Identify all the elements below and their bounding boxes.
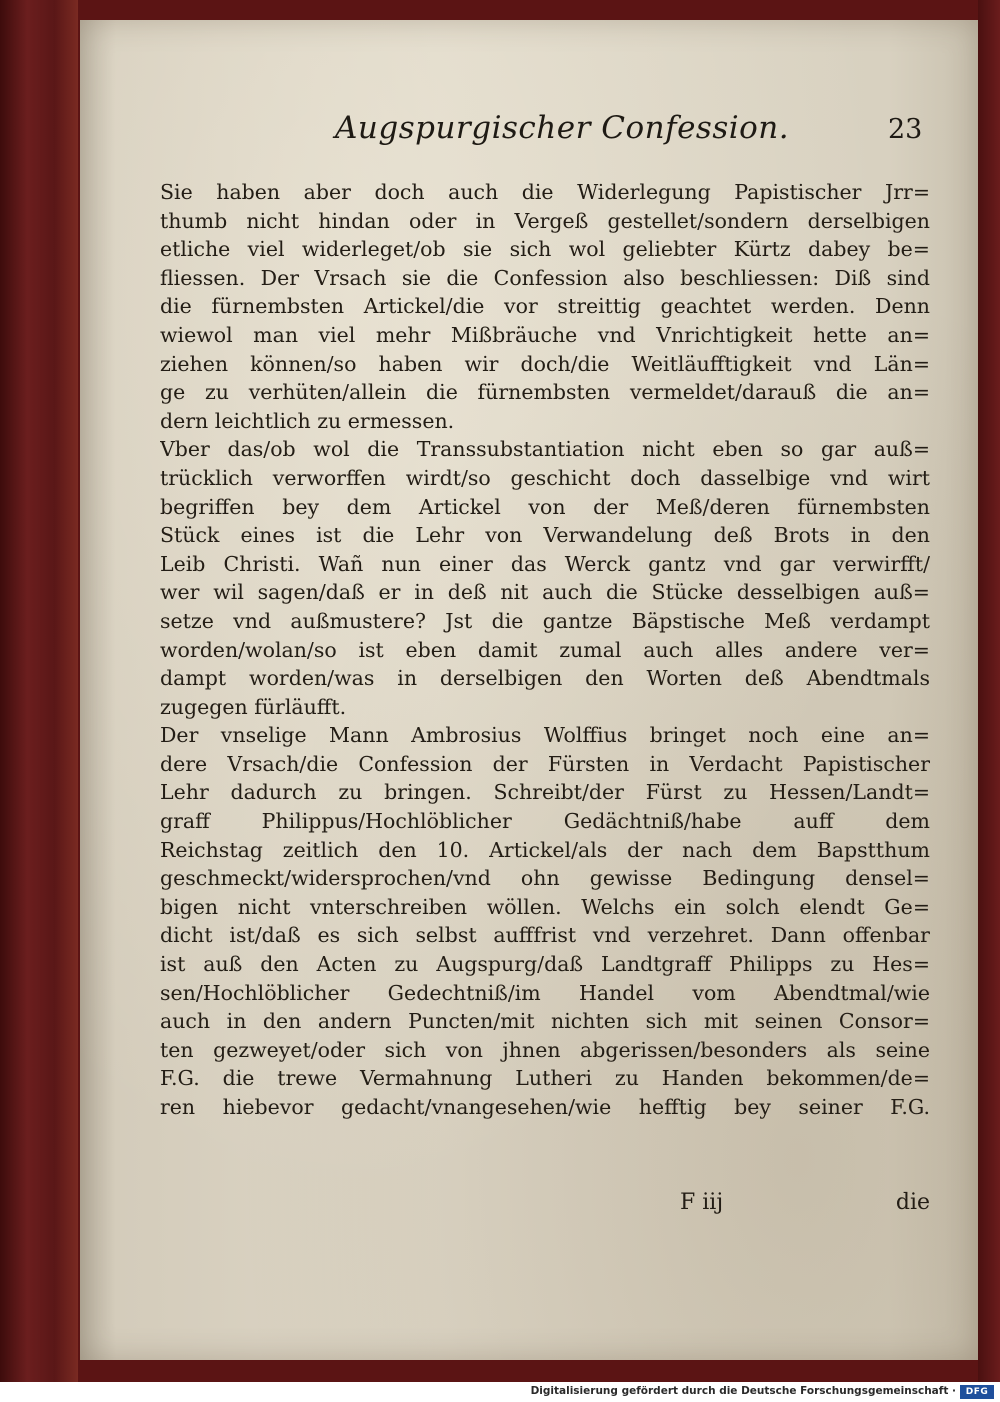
text-line: wer wil sagen/daß er in deß nit auch die Stücke desselbigen auß= bbox=[160, 580, 930, 605]
text-line: Leib Christi. Wañ nun einer das Werck gantz vnd gar verwirfft/ bbox=[160, 551, 930, 576]
page-footer bbox=[160, 1190, 930, 1220]
text-line: Der vnselige Mann Ambrosius Wolffius bringet noch eine an= bbox=[160, 723, 930, 748]
text-line: dere Vrsach/die Confession der Fürsten in Verdacht Papistischer bbox=[160, 751, 930, 776]
text-line: Stück eines ist die Lehr von Verwandelung deß Brots in den bbox=[160, 523, 930, 548]
text-line: die fürnembsten Artickel/die vor streittig geachtet werden. Denn bbox=[160, 294, 930, 319]
catchword: die bbox=[895, 1190, 930, 1215]
body-text bbox=[160, 178, 930, 1122]
book-page bbox=[80, 20, 978, 1360]
text-line: fliessen. Der Vrsach sie die Confession also beschliessen: Diß sind bbox=[160, 265, 930, 290]
signature-mark: F iij bbox=[680, 1190, 724, 1215]
text-line: zugegen fürläufft. bbox=[160, 694, 347, 719]
text-line: etliche viel widerleget/ob sie sich wol geliebter Kürtz dabey be= bbox=[160, 237, 930, 262]
text-line: Vber das/ob wol die Transsubstantiation nicht eben so gar auß= bbox=[160, 437, 930, 462]
text-line: ren hiebevor gedacht/vnangesehen/wie hefftig bey seiner F.G. bbox=[160, 1095, 930, 1119]
credit-bar bbox=[0, 1382, 1000, 1402]
book-right-edge bbox=[978, 0, 1000, 1382]
text-line: dern leichtlich zu ermessen. bbox=[160, 408, 455, 433]
text-line: Reichstag zeitlich den 10. Artickel/als der nach dem Bapstthum bbox=[160, 837, 930, 862]
dfg-logo[interactable]: DFG bbox=[960, 1385, 994, 1399]
text-line: dicht ist/daß es sich selbst aufffrist vnd verzehret. Dann offenbar bbox=[160, 923, 930, 948]
running-title: Augspurgischer Confession. bbox=[335, 110, 790, 146]
text-line: worden/wolan/so ist eben damit zumal auch alles andere ver= bbox=[160, 637, 930, 662]
text-line: F.G. die trewe Vermahnung Lutheri zu Handen bekommen/de= bbox=[160, 1066, 930, 1091]
text-line: ziehen können/so haben wir doch/die Weitläufftigkeit vnd Län= bbox=[160, 351, 930, 376]
funding-credit: Digitalisierung gefördert durch die Deutsche Forschungsgemeinschaft · bbox=[530, 1385, 956, 1397]
book-spine-edge bbox=[0, 0, 78, 1382]
text-line: graff Philippus/Hochlöblicher Gedächtniß/habe auff dem bbox=[160, 809, 930, 834]
text-line: thumb nicht hindan oder in Vergeß gestellet/sondern derselbigen bbox=[160, 208, 930, 233]
text-line: dampt worden/was in derselbigen den Worten deß Abendtmals bbox=[160, 666, 930, 691]
text-line: ist auß den Acten zu Augspurg/daß Landtgraff Philipps zu Hes= bbox=[160, 952, 930, 977]
text-line: sen/Hochlöblicher Gedechtniß/im Handel vom Abendtmal/wie bbox=[160, 980, 930, 1005]
text-line: ten gezweyet/oder sich von jhnen abgerissen/besonders als seine bbox=[160, 1037, 930, 1062]
text-line: Lehr dadurch zu bringen. Schreibt/der Fürst zu Hessen/Landt= bbox=[160, 780, 930, 805]
text-line: begriffen bey dem Artickel von der Meß/deren fürnembsten bbox=[160, 494, 930, 519]
text-line: wiewol man viel mehr Mißbräuche vnd Vnrichtigkeit hette an= bbox=[160, 322, 930, 347]
page-number: 23 bbox=[888, 114, 923, 145]
text-line: setze vnd außmustere? Jst die gantze Bäpstische Meß verdampt bbox=[160, 608, 930, 633]
text-line: ge zu verhüten/allein die fürnembsten vermeldet/darauß die an= bbox=[160, 380, 930, 405]
text-line: trücklich verworffen wirdt/so geschicht doch dasselbige vnd wirt bbox=[160, 465, 930, 490]
text-line: geschmeckt/widersprochen/vnd ohn gewisse Bedingung densel= bbox=[160, 866, 930, 891]
text-line: bigen nicht vnterschreiben wöllen. Welchs ein solch elendt Ge= bbox=[160, 894, 930, 919]
text-line: auch in den andern Puncten/mit nichten sich mit seinen Consor= bbox=[160, 1009, 930, 1034]
text-line: Sie haben aber doch auch die Widerlegung Papistischer Jrr= bbox=[160, 180, 930, 204]
